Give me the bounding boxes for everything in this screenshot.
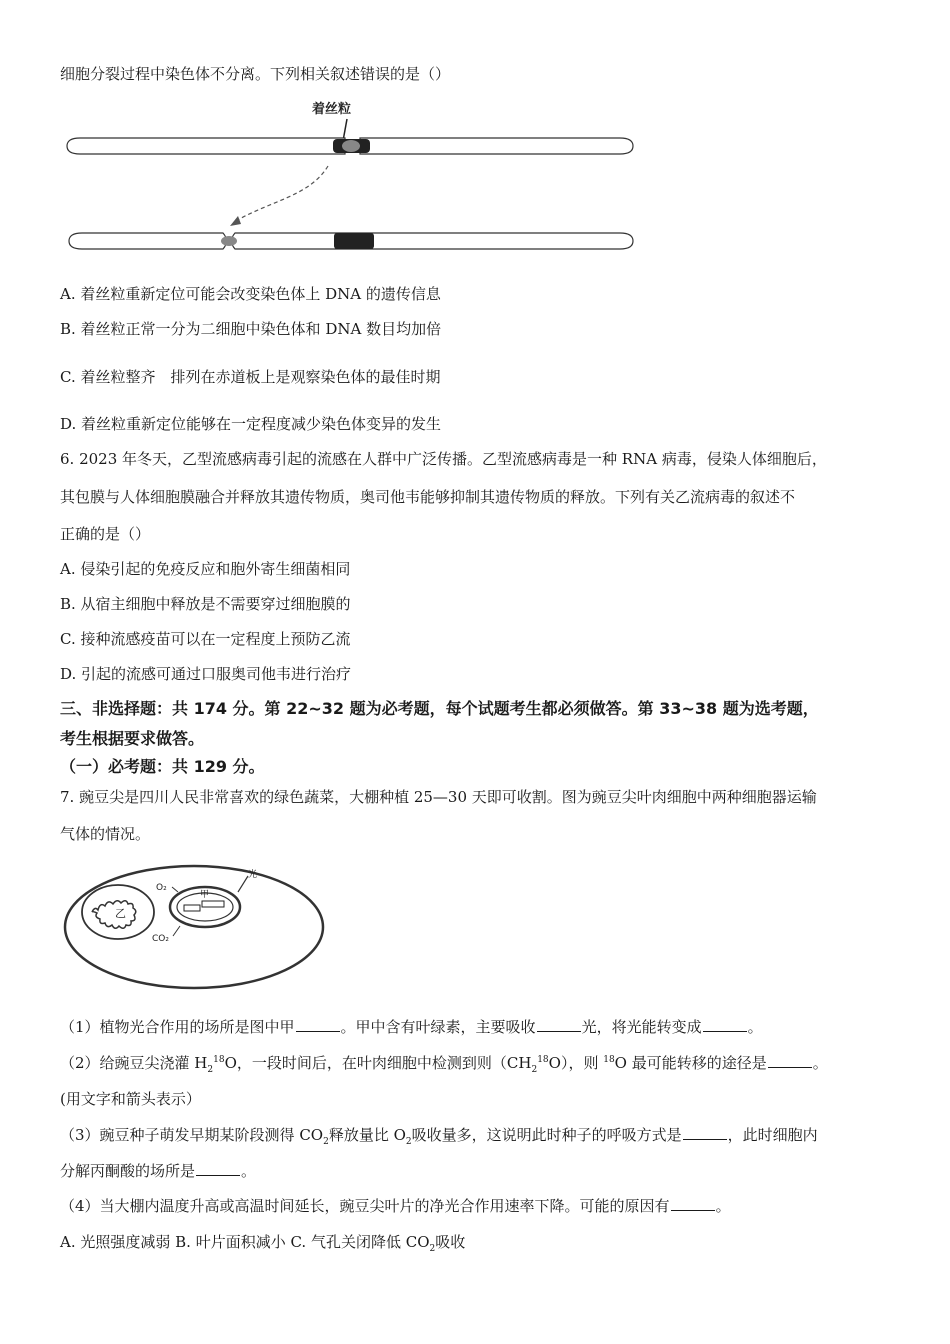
q7-part-2-note: (用文字和箭头表示） (60, 1090, 201, 1108)
thylakoid-stack-2 (202, 901, 224, 907)
q6-stem-line-1: 6. 2023 年冬天，乙型流感病毒引起的流感在人群中广泛传播。乙型流感病毒是一种 RNA 病毒，侵染人体细胞后， (60, 450, 827, 468)
chromosome-bottom-left-arm (69, 233, 227, 249)
q5-option-b: B. 着丝粒正常一分为二细胞中染色体和 DNA 数目均加倍 (60, 320, 442, 338)
chloroplast-label: 甲 (200, 890, 210, 900)
light-label: 光 (248, 870, 258, 880)
centromere-dot-top (342, 140, 360, 152)
q7-part-2: （2）给豌豆尖浇灌 $H_2^{18}O$，一段时间后，在叶肉细胞中检测到则$(CH_2^{18}O)$，则 $^{18}$O 最可能转移的途径是 。 (60, 1054, 828, 1075)
q5-option-a: A. 着丝粒重新定位可能会改变染色体上 DNA 的遗传信息 (60, 285, 441, 303)
q7-part-3: （3）豌豆种子萌发早期某阶段测得 $CO_2$释放量比 $O_2$吸收量多，这说明此时种子的呼吸方式是 ，此时细胞内 (60, 1126, 818, 1147)
old-centromere-block (334, 233, 374, 249)
q6-stem-line-2: 其包膜与人体细胞膜融合并释放其遗传物质，奥司他韦能够抑制其遗传物质的释放。下列有关乙流病毒的叙述不 (60, 488, 796, 506)
reposition-arrow-head (230, 216, 241, 226)
answer-blank[interactable] (683, 1125, 727, 1140)
q7-part-3-line-2: 分解丙酮酸的场所是 。 (60, 1162, 257, 1180)
q5-option-c: C. 着丝粒整齐 排列在赤道板上是观察染色体的最佳时期 (60, 368, 441, 386)
q6-option-a: A. 侵染引起的免疫反应和胞外寄生细菌相同 (60, 560, 351, 578)
question-5-stem-tail: 细胞分裂过程中染色体不分离。下列相关叙述错误的是（） (60, 65, 451, 83)
o2-label: O₂ (156, 883, 167, 893)
q6-option-b: B. 从宿主细胞中释放是不需要穿过细胞膜的 (60, 595, 351, 613)
section-3-heading-line-2: 考生根据要求做答。 (60, 729, 205, 748)
centromere-label: 着丝粒 (312, 102, 352, 117)
q6-option-d: D. 引起的流感可通过口服奥司他韦进行治疗 (60, 665, 352, 683)
co2-label: CO₂ (152, 934, 169, 944)
answer-blank[interactable] (537, 1017, 581, 1032)
q7-part-4-options: A. 光照强度减弱 B. 叶片面积减小 C. 气孔关闭降低 $CO_2$吸收 (60, 1233, 466, 1254)
q5-option-d: D. 着丝粒重新定位能够在一定程度减少染色体变异的发生 (60, 415, 442, 433)
chromosome-top-right-arm (360, 138, 633, 154)
q7-part-4: （4）当大棚内温度升高或高温时间延长，豌豆尖叶片的净光合作用速率下降。可能的原因有 。 (60, 1197, 731, 1215)
q6-stem-line-3: 正确的是（） (60, 525, 151, 543)
mitochondrion-label: 乙 (115, 907, 126, 920)
thylakoid-stack-1 (184, 905, 200, 911)
answer-blank[interactable] (671, 1196, 715, 1211)
q7-stem-line-1: 7. 豌豆尖是四川人民非常喜欢的绿色蔬菜，大棚种植 25—30 天即可收割。图为豌豆尖叶肉细胞中两种细胞器运输 (60, 788, 817, 806)
answer-blank[interactable] (196, 1161, 240, 1176)
answer-blank[interactable] (296, 1017, 340, 1032)
answer-blank[interactable] (703, 1017, 747, 1032)
q6-option-c: C. 接种流感疫苗可以在一定程度上预防乙流 (60, 630, 351, 648)
section-3-subheading: （一）必考题：共 129 分。 (60, 757, 265, 776)
leaf-cell-figure (60, 862, 330, 992)
chromosome-top-left-arm (67, 138, 345, 154)
reposition-arrow (236, 166, 328, 221)
chromosome-figure (60, 96, 650, 261)
q7-part-1: （1）植物光合作用的场所是图中甲 。甲中含有叶绿素，主要吸收 光，将光能转变成 。 (60, 1018, 763, 1036)
new-centromere-dot (221, 236, 237, 246)
q7-stem-line-2: 气体的情况。 (60, 825, 151, 843)
answer-blank[interactable] (768, 1053, 812, 1068)
section-3-heading-line-1: 三、非选择题：共 174 分。第 22~32 题为必考题，每个试题考生都必须做答。第 33~38 题为选考题， (60, 699, 819, 718)
chromosome-bottom-right-arm (232, 233, 634, 249)
